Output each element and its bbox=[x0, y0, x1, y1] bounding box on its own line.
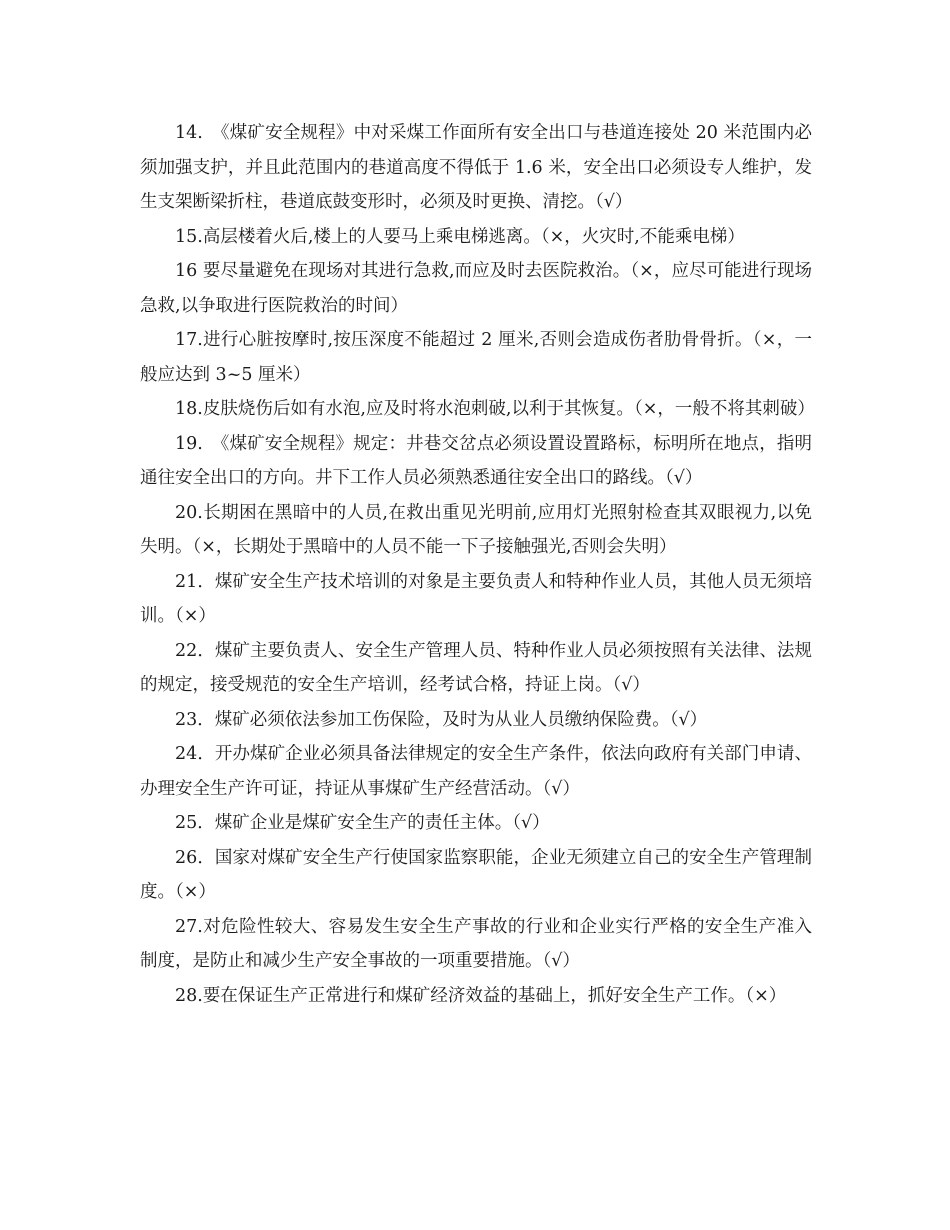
question-item-22: 22．煤矿主要负责人、安全生产管理人员、特种作业人员必须按照有关法律、法规的规定，接受规范的安全生产培训，经考试合格，持证上岗。（√） bbox=[140, 640, 812, 695]
question-item-14: 14. 《煤矿安全规程》中对采煤工作面所有安全出口与巷道连接处 20 米范围内必须加强支护，并且此范围内的巷道高度不得低于 1.6 米，安全出口必须设专人维护，发生支架断梁折柱，巷道底鼓变形时，必须及时更换、清挖。（√） bbox=[140, 123, 812, 212]
question-item-25: 25．煤矿企业是煤矿安全生产的责任主体。（√） bbox=[175, 813, 550, 833]
question-item-20: 20.长期困在黑暗中的人员,在救出重见光明前,应用灯光照射检查其双眼视力,以免失明。（×，长期处于黑暗中的人员不能一下子接触强光,否则会失明） bbox=[140, 502, 812, 557]
question-item-24: 24．开办煤矿企业必须具备法律规定的安全生产条件，依法向政府有关部门申请、办理安全生产许可证，持证从事煤矿生产经营活动。（√） bbox=[140, 744, 812, 799]
question-item-19: 19. 《煤矿安全规程》规定：井巷交岔点必须设置设置路标，标明所在地点，指明通往安全出口的方向。井下工作人员必须熟悉通往安全出口的路线。（√） bbox=[140, 433, 812, 488]
question-item-17: 17.进行心脏按摩时,按压深度不能超过 2 厘米,否则会造成伤者肋骨骨折。（×，一般应达到 3~5 厘米） bbox=[140, 330, 812, 385]
question-item-26: 26．国家对煤矿安全生产行使国家监察职能，企业无须建立自己的安全生产管理制度。（×） bbox=[140, 847, 812, 902]
question-item-23: 23．煤矿必须依法参加工伤保险，及时为从业人员缴纳保险费。（√） bbox=[175, 709, 708, 730]
question-item-16: 16 要尽量避免在现场对其进行急救,而应及时去医院救治。（×，应尽可能进行现场急救,以争取进行医院救治的时间） bbox=[140, 261, 812, 316]
question-item-21: 21．煤矿安全生产技术培训的对象是主要负责人和特种作业人员，其他人员无须培训。（×） bbox=[140, 571, 812, 626]
question-item-28: 28.要在保证生产正常进行和煤矿经济效益的基础上，抓好安全生产工作。（×） bbox=[175, 985, 787, 1006]
question-item-18: 18.皮肤烧伤后如有水泡,应及时将水泡刺破,以利于其恢复。（×，一般不将其刺破） bbox=[175, 399, 815, 419]
question-item-15: 15.高层楼着火后,楼上的人要马上乘电梯逃离。（×，火灾时,不能乘电梯） bbox=[175, 226, 745, 247]
document-body bbox=[140, 116, 815, 1013]
question-item-27: 27.对危险性较大、容易发生安全生产事故的行业和企业实行严格的安全生产准入制度，是防止和减少生产安全事故的一项重要措施。（√） bbox=[140, 916, 812, 971]
